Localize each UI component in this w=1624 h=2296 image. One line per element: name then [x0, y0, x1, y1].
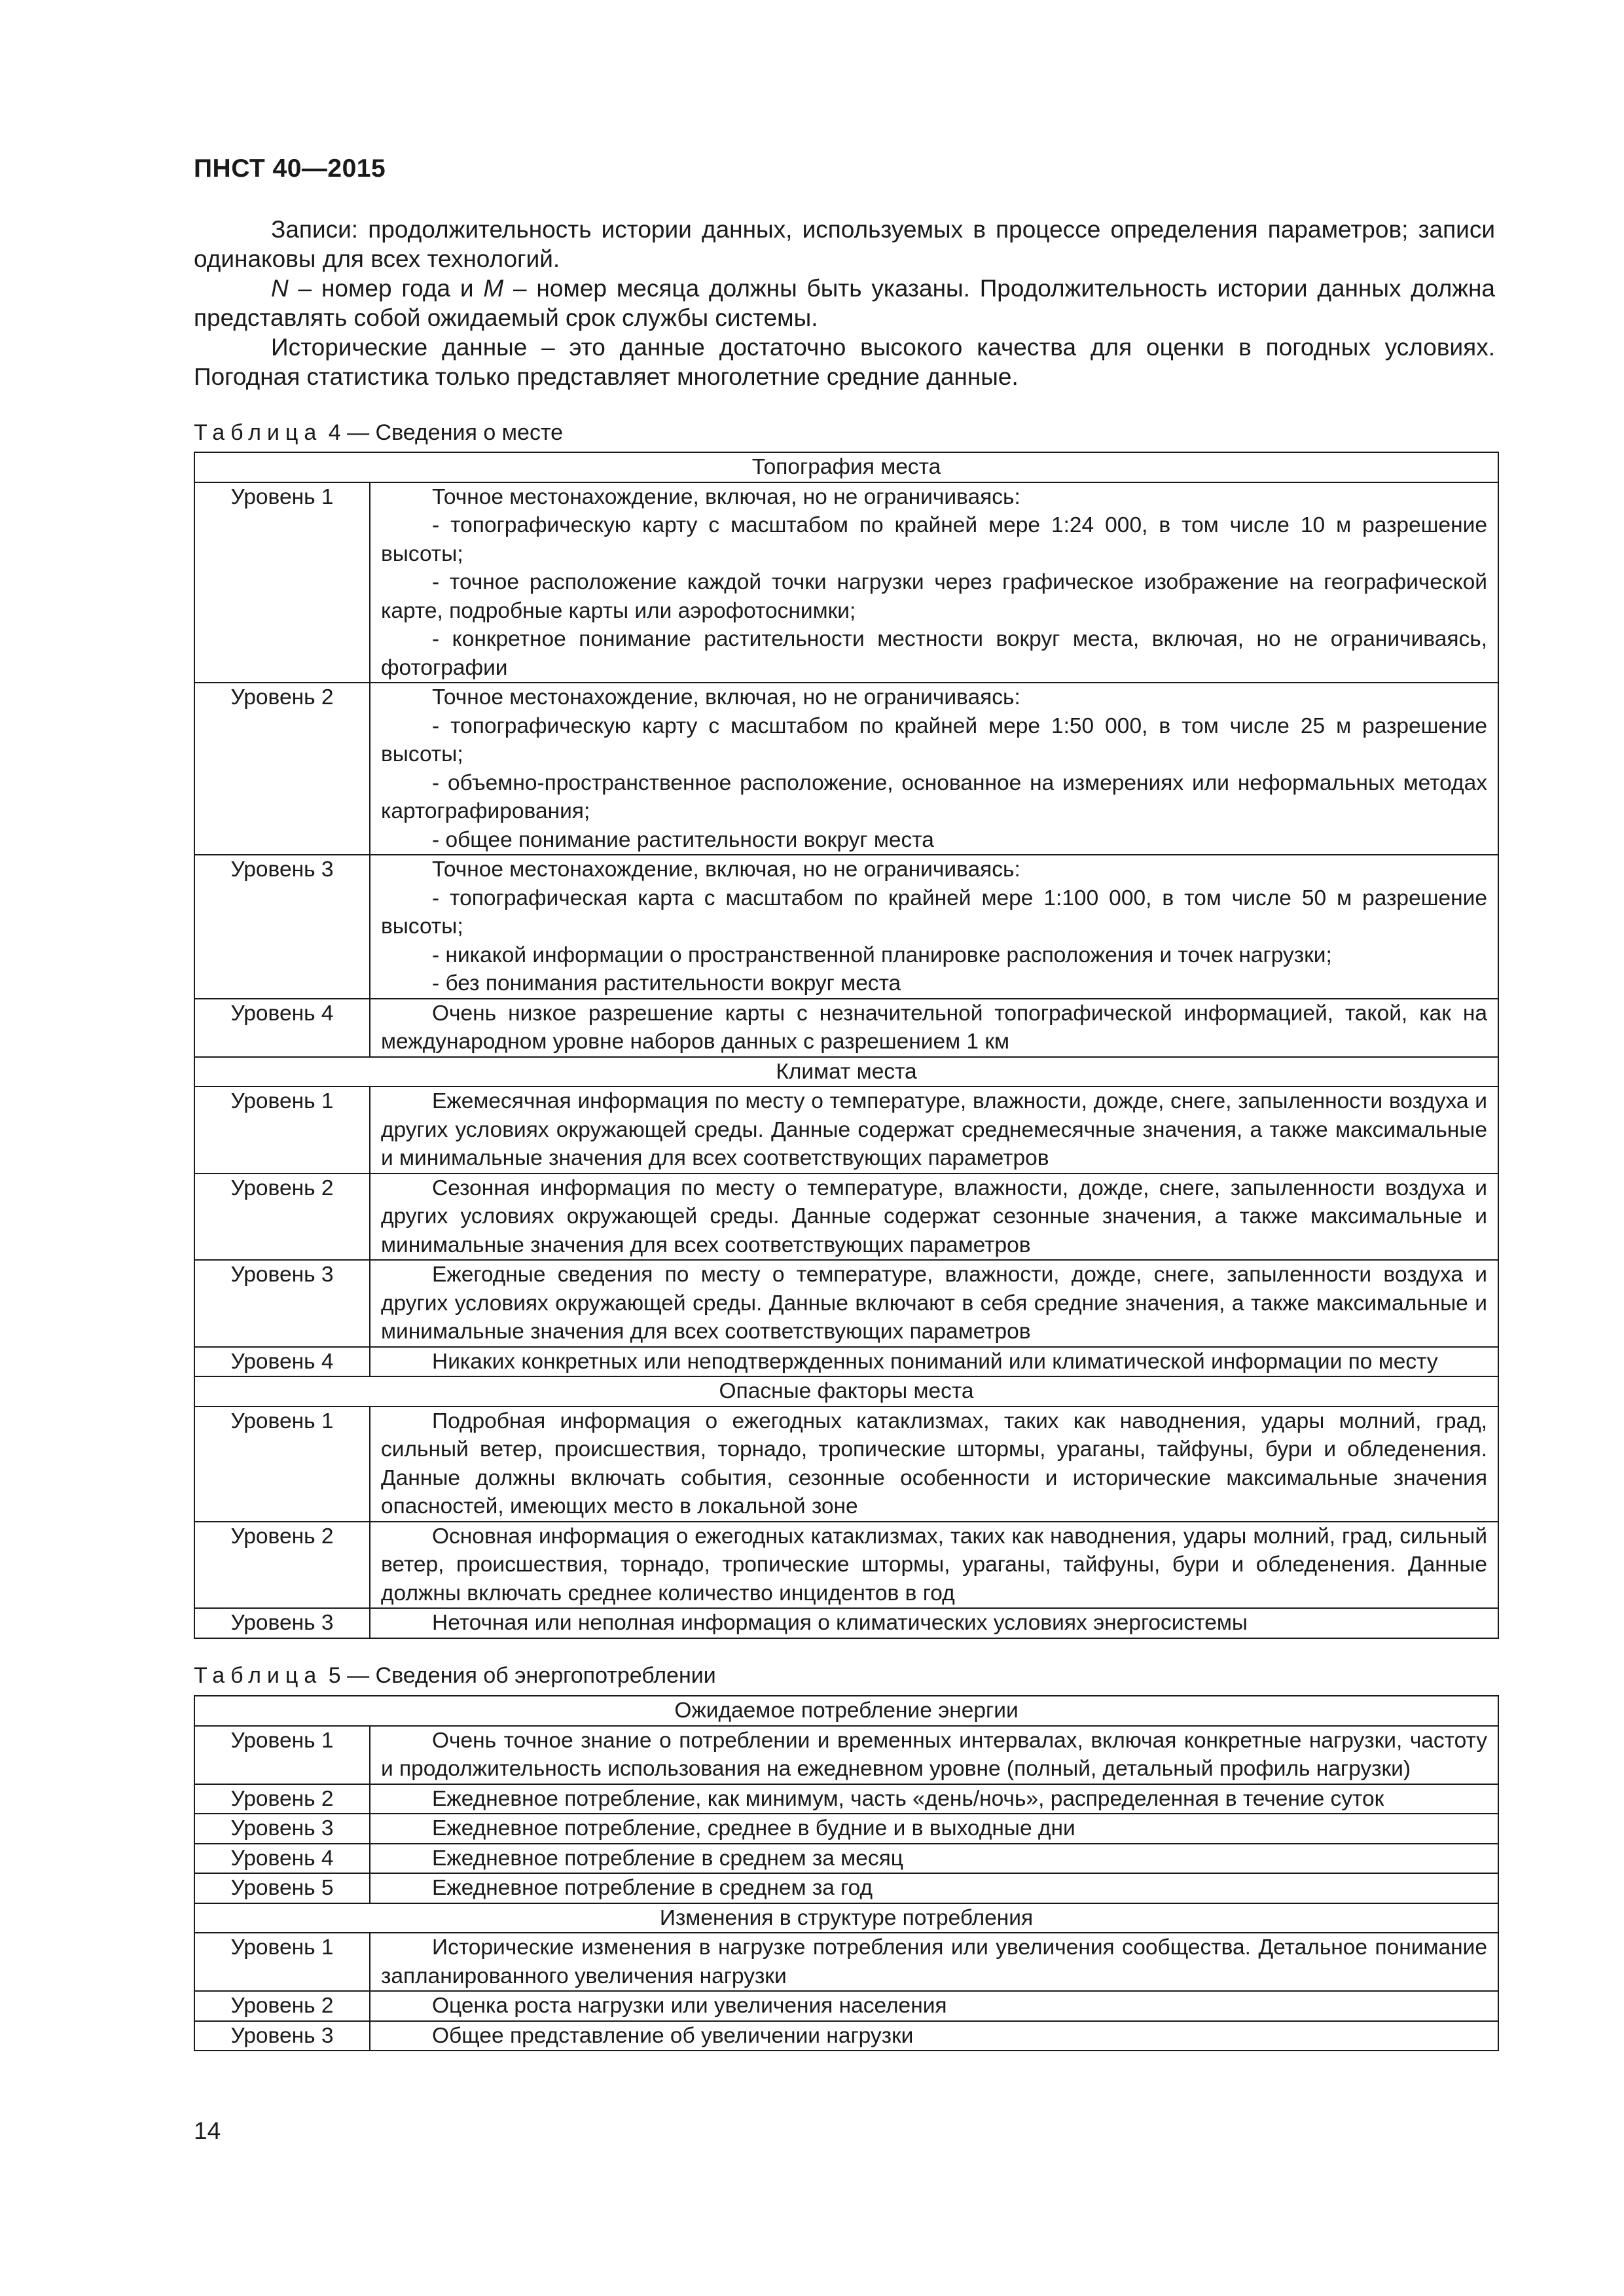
- description-cell: [370, 1991, 1498, 2021]
- description-cell: [370, 1814, 1498, 1844]
- table-row: [194, 482, 1498, 683]
- table-row: [194, 1844, 1498, 1874]
- table-row: [194, 1174, 1498, 1261]
- description-cell: [370, 999, 1498, 1057]
- table-row: [194, 1608, 1498, 1638]
- description-cell: [370, 1407, 1498, 1522]
- description-cell: [370, 2021, 1498, 2051]
- description-cell: [370, 1522, 1498, 1609]
- table5-energy-consumption: [194, 1695, 1499, 2051]
- table-row: [194, 1726, 1498, 1784]
- description-line: - без понимания растительности вокруг места: [432, 971, 901, 996]
- description-line: Точное местонахождение, включая, но не ограничиваясь:: [432, 857, 1020, 882]
- level-cell: Уровень 1: [194, 1086, 370, 1174]
- level-cell: Уровень 3: [194, 1260, 370, 1347]
- description-cell: [370, 1086, 1498, 1174]
- description-cell: [370, 1873, 1498, 1903]
- description-line: Ежемесячная информация по месту о температуре, влажности, дожде, снеге, запыленности воздуха и других условиях окружающей среды. Данные содержат среднемесячные значения, а также максимальные и минимальные значения для всех соответствующих параметров: [381, 1089, 1487, 1170]
- table-row: [194, 1260, 1498, 1347]
- description-line: - топографическую карту с масштабом по крайней мере 1:24 000, в том числе 10 м разрешение высоты;: [381, 513, 1487, 566]
- description-line: Исторические изменения в нагрузке потребления или увеличения сообщества. Детальное понимание запланированного увеличения нагрузки: [381, 1935, 1487, 1988]
- level-cell: Уровень 3: [194, 2021, 370, 2051]
- description-line: - объемно-пространственное расположение, основанное на измерениях или неформальных методах картографирования;: [381, 770, 1487, 823]
- section-title: Климат места: [194, 1057, 1498, 1087]
- description-cell: [370, 1726, 1498, 1784]
- description-line: Ежедневное потребление, среднее в будние и в выходные дни: [432, 1816, 1075, 1840]
- table-row: [194, 855, 1498, 999]
- table5-section-header: [194, 1696, 1498, 1726]
- description-cell: [370, 482, 1498, 683]
- level-cell: Уровень 1: [194, 1726, 370, 1784]
- intro-text: [194, 215, 1495, 391]
- level-cell: Уровень 2: [194, 1522, 370, 1609]
- section-title: Опасные факторы места: [194, 1376, 1498, 1407]
- table4-caption: [194, 420, 563, 446]
- level-cell: Уровень 4: [194, 1347, 370, 1377]
- table-row: [194, 1814, 1498, 1844]
- table-row: [194, 2021, 1498, 2051]
- table4-site-info: [194, 452, 1499, 1639]
- n-symbol: N: [271, 275, 289, 302]
- table-row: [194, 1347, 1498, 1377]
- table-row: [194, 1873, 1498, 1903]
- description-line: Основная информация о ежегодных катаклизмах, таких как наводнения, удары молний, град, сильный ветер, происшествия, торнадо, тропические штормы, ураганы, тайфуны, бури и обледенения. Данные должны включать среднее количество инцидентов в год: [381, 1524, 1487, 1605]
- table5-caption-title: 5 — Сведения об энергопотреблении: [322, 1663, 716, 1688]
- description-line: Ежедневное потребление в среднем за месяц: [432, 1846, 903, 1871]
- level-cell: Уровень 1: [194, 1933, 370, 1991]
- table-row: [194, 999, 1498, 1057]
- table-row: [194, 1784, 1498, 1814]
- level-cell: Уровень 2: [194, 683, 370, 855]
- level-cell: Уровень 2: [194, 1991, 370, 2021]
- level-cell: Уровень 5: [194, 1873, 370, 1903]
- table-row: [194, 683, 1498, 855]
- level-cell: Уровень 1: [194, 482, 370, 683]
- intro-paragraph-numbering-part2: – номер месяца должны быть указаны. Продолжительность истории данных должна представлять собой ожидаемый срок службы системы.: [194, 275, 1495, 331]
- page-number: 14: [194, 2117, 221, 2144]
- section-title: Ожидаемое потребление энергии: [194, 1696, 1498, 1726]
- description-cell: [370, 1347, 1498, 1377]
- description-line: Оценка роста нагрузки или увеличения населения: [432, 1994, 947, 2018]
- section-title: Изменения в структуре потребления: [194, 1903, 1498, 1933]
- description-line: Точное местонахождение, включая, но не ограничиваясь:: [432, 685, 1020, 709]
- table5-caption: [194, 1662, 716, 1689]
- level-cell: Уровень 4: [194, 1844, 370, 1874]
- level-cell: Уровень 1: [194, 1407, 370, 1522]
- description-line: - никакой информации о пространственной планировке расположения и точек нагрузки;: [432, 942, 1332, 967]
- table-row: [194, 1991, 1498, 2021]
- description-line: Никаких конкретных или неподтвержденных пониманий или климатической информации по месту: [432, 1349, 1438, 1374]
- description-cell: [370, 1608, 1498, 1638]
- description-cell: [370, 855, 1498, 999]
- description-line: Очень низкое разрешение карты с незначительной топографической информацией, такой, как на международном уровне наборов данных с разрешением 1 км: [381, 1001, 1487, 1054]
- table4-caption-title: 4 — Сведения о месте: [322, 420, 564, 445]
- table4-section-header: [194, 1057, 1498, 1087]
- description-cell: [370, 1260, 1498, 1347]
- description-line: Неточная или неполная информация о климатических условиях энергосистемы: [432, 1611, 1248, 1635]
- level-cell: Уровень 2: [194, 1174, 370, 1261]
- intro-paragraph-records: Записи: продолжительность истории данных, используемых в процессе определения параметров; записи одинаковы для всех технологий.: [194, 216, 1495, 272]
- table-row: [194, 1933, 1498, 1991]
- description-cell: [370, 1844, 1498, 1874]
- description-line: Ежедневное потребление, как минимум, часть «день/ночь», распределенная в течение суток: [432, 1786, 1384, 1811]
- level-cell: Уровень 3: [194, 1608, 370, 1638]
- description-line: Очень точное знание о потреблении и временных интервалах, включая конкретные нагрузки, частоту и продолжительность использования на ежедневном уровне (полный, детальный профиль нагрузки): [381, 1728, 1487, 1781]
- table4-section-header: [194, 1376, 1498, 1407]
- description-line: Подробная информация о ежегодных катаклизмах, таких как наводнения, удары молний, град, сильный ветер, происшествия, торнадо, тропические штормы, ураганы, тайфуны, бури и обледенения. Данные должны включать события, сезонные особенности и исторические максимальные значения опасностей, имеющих место в локальной зоне: [381, 1408, 1487, 1518]
- intro-paragraph-historical: Исторические данные – это данные достаточно высокого качества для оценки в погодных условиях. Погодная статистика только представляет многолетние средние данные.: [194, 334, 1495, 390]
- level-cell: Уровень 4: [194, 999, 370, 1057]
- description-cell: [370, 1933, 1498, 1991]
- description-line: - топографическую карту с масштабом по крайней мере 1:50 000, в том числе 25 м разрешение высоты;: [381, 713, 1487, 766]
- description-cell: [370, 683, 1498, 855]
- description-line: - точное расположение каждой точки нагрузки через графическое изображение на географической карте, подробные карты или аэрофотоснимки;: [381, 570, 1487, 623]
- intro-paragraph-numbering: [194, 274, 1495, 332]
- description-line: Точное местонахождение, включая, но не ограничиваясь:: [432, 484, 1020, 509]
- description-line: Ежегодные сведения по месту о температуре, влажности, дожде, снеге, запыленности воздуха и других условиях окружающей среды. Данные включают в себя средние значения, а также максимальные и минимальные значения для всех соответствующих параметров: [381, 1263, 1487, 1344]
- intro-paragraph-numbering-part1: – номер года и: [288, 275, 484, 302]
- table5-caption-word: Таблица: [194, 1663, 323, 1688]
- level-cell: Уровень 3: [194, 1814, 370, 1844]
- description-line: Общее представление об увеличении нагрузки: [432, 2023, 914, 2048]
- description-cell: [370, 1784, 1498, 1814]
- level-cell: Уровень 3: [194, 855, 370, 999]
- description-line: - топографическая карта с масштабом по крайней мере 1:100 000, в том числе 50 м разрешение высоты;: [381, 886, 1487, 939]
- document-code-header: ПНСТ 40—2015: [194, 154, 386, 183]
- level-cell: Уровень 2: [194, 1784, 370, 1814]
- table4-section-header: [194, 452, 1498, 482]
- table5-section-header: [194, 1903, 1498, 1933]
- table4-caption-word: Таблица: [194, 420, 323, 445]
- description-line: Ежедневное потребление в среднем за год: [432, 1876, 873, 1900]
- description-line: - конкретное понимание растительности местности вокруг места, включая, но не ограничиваясь, фотографии: [381, 627, 1487, 680]
- m-symbol: M: [483, 275, 504, 302]
- section-title: Топография места: [194, 452, 1498, 482]
- table-row: [194, 1522, 1498, 1609]
- description-cell: [370, 1174, 1498, 1261]
- description-line: Сезонная информация по месту о температуре, влажности, дожде, снеге, запыленности воздуха и других условиях окружающей среды. Данные содержат сезонные значения, а также максимальные и минимальные значения для всех соответствующих параметров: [381, 1175, 1487, 1257]
- table-row: [194, 1086, 1498, 1174]
- description-line: - общее понимание растительности вокруг места: [432, 827, 934, 852]
- table-row: [194, 1407, 1498, 1522]
